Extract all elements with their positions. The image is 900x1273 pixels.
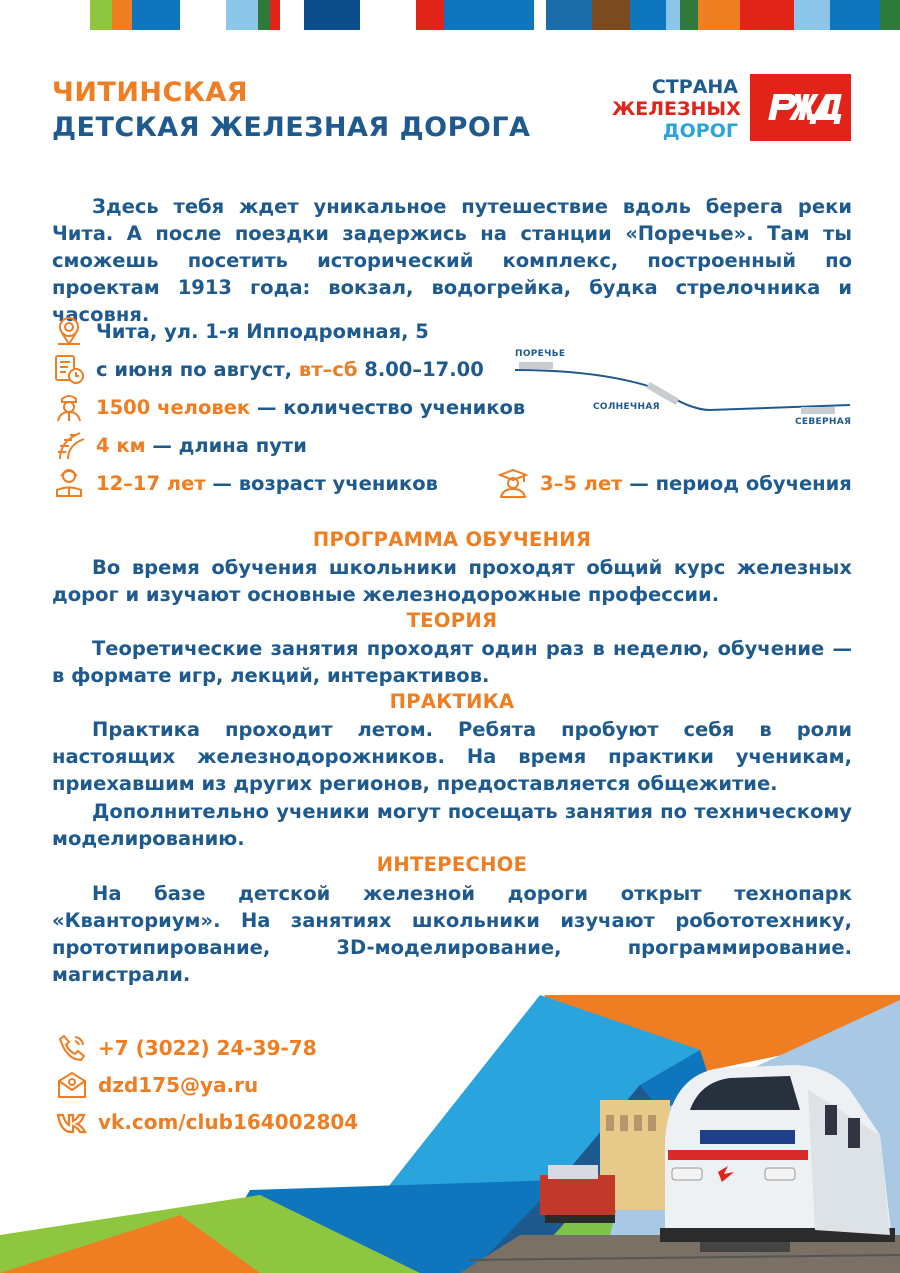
practice-text-1: Практика проходит летом. Ребята пробуют себя в роли настоящих железнодорожников. На время практики ученикам, приехавшим из других регионов, предоставляется общежитие. xyxy=(52,718,852,795)
stripe-segment xyxy=(360,0,416,30)
fact-length xyxy=(52,428,307,462)
schedule-time: 8.00–17.00 xyxy=(364,357,484,381)
stripe-segment xyxy=(534,0,546,30)
practice-text-2: Дополнительно ученики могут посещать занятия по техническому моделированию. xyxy=(52,800,852,850)
stripe-segment xyxy=(630,0,666,30)
heading-practice: ПРАКТИКА xyxy=(389,690,515,713)
length-value: 4 км xyxy=(96,433,146,457)
period-value: 3–5 лет xyxy=(540,471,623,495)
stripe-segment xyxy=(270,0,280,30)
station-solnechnaya: СОЛНЕЧНАЯ xyxy=(593,402,660,412)
stripe-segment xyxy=(546,0,592,30)
address-text: Чита, ул. 1-я Ипподромная, 5 xyxy=(96,319,429,343)
rail-switch-icon xyxy=(52,428,86,462)
students-label: — количество учеников xyxy=(256,395,526,419)
fact-address xyxy=(52,314,429,348)
students-count: 1500 человек xyxy=(96,395,251,419)
title-line-main: ДЕТСКАЯ ЖЕЛЕЗНАЯ ДОРОГА xyxy=(52,112,531,143)
vk-link[interactable]: vk.com/club164002804 xyxy=(98,1110,359,1134)
brand-slogan xyxy=(612,76,741,142)
intro-paragraph: Здесь тебя ждет уникальное путешествие вдоль берега реки Чита. А после поездки задержись на станции «Поречье». Там ты сможешь посетить исторический комплекс, построенный по проектам 1913 года: вокзал, водогрейка, будка стрелочника и часовня. xyxy=(52,195,852,326)
graduate-icon xyxy=(496,466,530,500)
fact-students xyxy=(52,390,525,424)
fact-schedule xyxy=(52,352,484,386)
heading-theory: ТЕОРИЯ xyxy=(406,609,498,632)
phone-number[interactable]: +7 (3022) 24-39-78 xyxy=(98,1036,317,1060)
page-title xyxy=(52,76,530,146)
fact-period xyxy=(496,466,852,500)
contact-vk[interactable] xyxy=(56,1106,358,1138)
age-value: 12–17 лет xyxy=(96,471,206,495)
stripe-segment xyxy=(592,0,630,30)
contact-phone[interactable] xyxy=(56,1032,317,1064)
stripe-segment xyxy=(680,0,698,30)
contact-email[interactable] xyxy=(56,1069,258,1101)
stripe-segment xyxy=(444,0,534,30)
schedule-prefix: с июня по август, xyxy=(96,357,293,381)
route-diagram xyxy=(505,340,855,440)
stripe-segment xyxy=(880,0,900,30)
brand-block xyxy=(612,74,852,144)
length-label: — длина пути xyxy=(152,433,307,457)
brand-line-3: ДОРОГ xyxy=(662,120,738,142)
stripe-segment xyxy=(226,0,258,30)
stripe-segment xyxy=(180,0,226,30)
stripe-segment xyxy=(304,0,360,30)
stripe-segment xyxy=(280,0,304,30)
calendar-clock-icon xyxy=(52,352,86,386)
stripe-segment xyxy=(112,0,132,30)
vk-icon xyxy=(56,1106,88,1138)
email-icon xyxy=(56,1069,88,1101)
stripe-segment xyxy=(794,0,830,30)
heading-interesting: ИНТЕРЕСНОЕ xyxy=(376,853,528,876)
stripe-segment xyxy=(0,0,90,30)
theory-text: Теоретические занятия проходят один раз в неделю, обучение — в формате игр, лекций, интерактивов. xyxy=(52,637,852,687)
station-porechye: ПОРЕЧЬЕ xyxy=(515,349,566,359)
top-color-stripe xyxy=(0,0,900,30)
heading-program: ПРОГРАММА ОБУЧЕНИЯ xyxy=(312,528,592,551)
map-pin-icon xyxy=(52,314,86,348)
interesting-text: На базе детской железной дороги открыт технопарк «Кванториум». На занятиях школьники изучают робототехнику, прототипирование, 3D-моделирование, программирование. магистрали. xyxy=(52,882,852,986)
stripe-segment xyxy=(740,0,794,30)
stripe-segment xyxy=(132,0,180,30)
stripe-segment xyxy=(666,0,680,30)
brand-line-2: ЖЕЛЕЗНЫХ xyxy=(612,98,741,120)
stripe-segment xyxy=(698,0,740,30)
stripe-segment xyxy=(416,0,444,30)
fact-age xyxy=(52,466,438,500)
age-label: — возраст учеников xyxy=(212,471,438,495)
rzd-logo xyxy=(750,74,851,141)
conductor-icon xyxy=(52,390,86,424)
email-address[interactable]: dzd175@ya.ru xyxy=(98,1073,259,1097)
student-icon xyxy=(52,466,86,500)
stripe-segment xyxy=(90,0,112,30)
schedule-days: вт–сб xyxy=(298,357,358,381)
stripe-segment xyxy=(258,0,270,30)
title-line-city: ЧИТИНСКАЯ xyxy=(52,77,249,108)
stripe-segment xyxy=(830,0,880,30)
phone-icon xyxy=(56,1032,88,1064)
period-label: — период обучения xyxy=(629,471,852,495)
station-severnaya: СЕВЕРНАЯ xyxy=(795,417,852,427)
program-text: Во время обучения школьники проходят общий курс железных дорог и изучают основные железнодорожные профессии. xyxy=(52,556,852,606)
brand-line-1: СТРАНА xyxy=(651,76,738,98)
